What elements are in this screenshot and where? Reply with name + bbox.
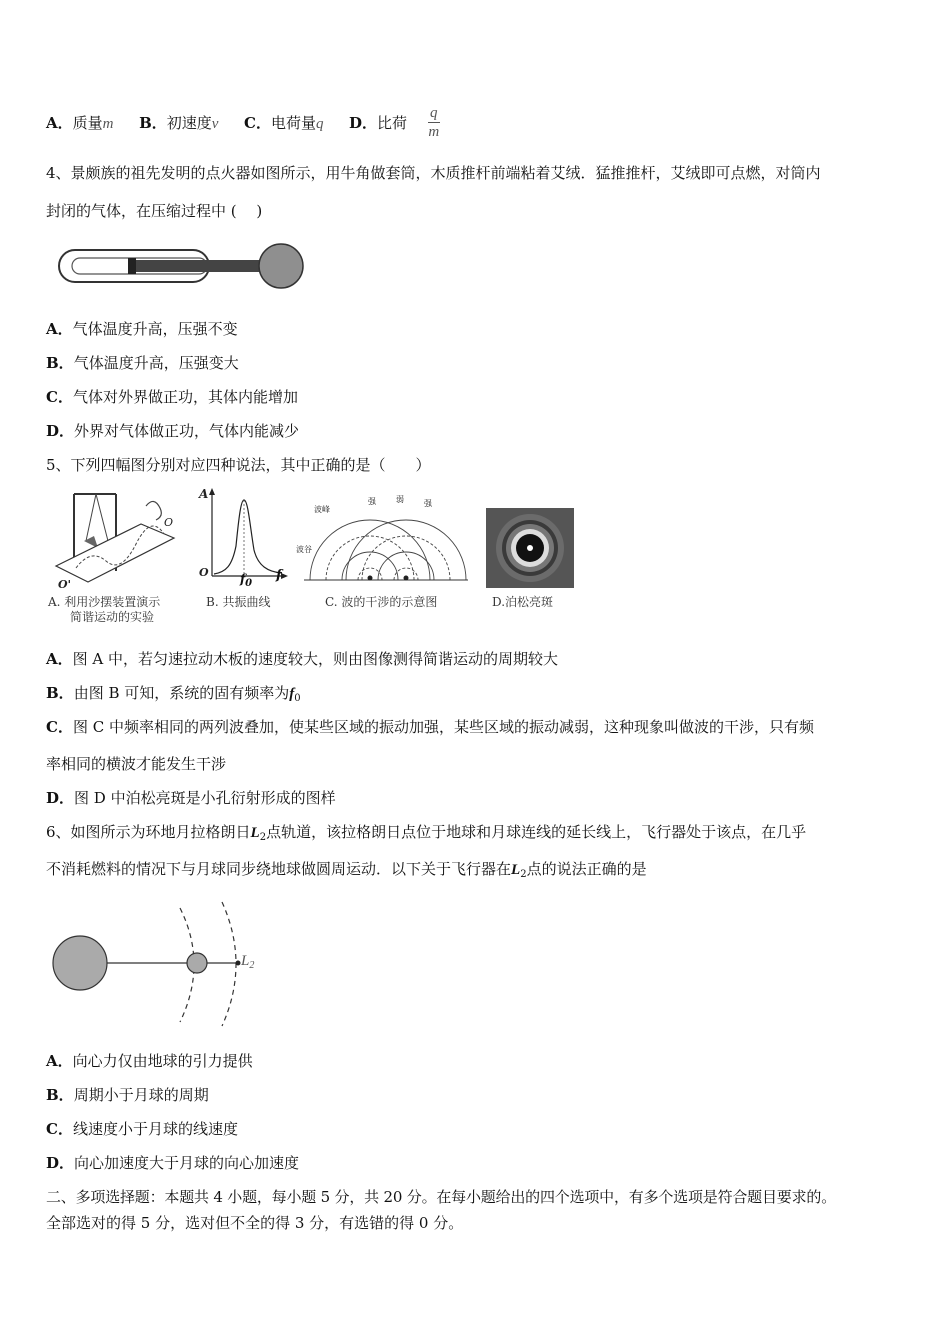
q4-option-d-label: D． xyxy=(46,422,75,440)
q3-option-c-symbol: q xyxy=(315,116,324,132)
section2-heading-line2: 全部选对的得 5 分，选对但不全的得 3 分，有选错的得 0 分。 xyxy=(46,1214,464,1232)
figure-d-caption: D.泊松亮斑 xyxy=(492,595,554,609)
figure-c-interference xyxy=(296,490,472,590)
fraction-numerator: q xyxy=(430,105,438,121)
figure-a-o-label: O xyxy=(164,516,174,529)
q6-line2-subscript: 2 xyxy=(520,869,527,880)
figure-l2-symbol: L xyxy=(241,953,250,969)
q6-line2-symbol: L xyxy=(511,862,521,878)
q5-option-b-subscript: 0 xyxy=(294,693,301,704)
q3-option-d-text: 比荷 xyxy=(377,114,408,132)
q5-option-b-label: B． xyxy=(46,684,74,702)
piston-rod xyxy=(134,260,274,272)
q3-option-c-text: 电荷量 xyxy=(270,114,316,132)
figure-l2-subscript: 2 xyxy=(249,960,255,971)
q6-option-c xyxy=(46,1118,238,1139)
moon xyxy=(187,953,207,973)
section2-heading-line1: 二、多项选择题：本题共 4 小题，每小题 5 分，共 20 分。在每小题给出的四个选项中，有多个选项是符合题目要求的。 xyxy=(46,1188,836,1206)
q3-option-d-fraction xyxy=(428,104,440,141)
q6-line1-part2: 点轨道，该拉格朗日点位于地球和月球连线的延长线上，飞行器处于该点，在几乎 xyxy=(266,823,807,841)
q5-option-a-text: 图 A 中，若匀速拉动木板的速度较大，则由图像测得简谐运动的周期较大 xyxy=(72,650,559,668)
q5-option-a-label: A． xyxy=(46,650,73,668)
figure-d-poisson-spot xyxy=(486,508,574,588)
figure-c-weak-label: 弱 xyxy=(396,495,404,504)
q4-option-a-label: A． xyxy=(46,320,73,338)
q5-stem: 5、下列四幅图分别对应四种说法，其中正确的是（ ） xyxy=(46,456,431,474)
figure-c-trough-label: 波谷 xyxy=(296,545,312,554)
q4-option-a xyxy=(46,318,238,339)
figure-a-o-prime-label: O' xyxy=(58,578,71,591)
q6-option-b-text: 周期小于月球的周期 xyxy=(73,1086,209,1104)
figure-b-x-axis-label: f xyxy=(276,568,282,583)
q5-option-b-symbol: f xyxy=(289,686,295,702)
q4-option-c xyxy=(46,386,298,407)
q4-option-b xyxy=(46,352,239,373)
q4-stem-line2: 封闭的气体，在压缩过程中 ( ) xyxy=(46,202,263,220)
figure-l2-label xyxy=(241,953,254,971)
push-knob xyxy=(259,244,303,288)
q6-option-c-label: C． xyxy=(46,1120,73,1138)
q6-line1-symbol: L xyxy=(250,825,260,841)
q3-options xyxy=(46,112,407,133)
q6-option-a xyxy=(46,1050,253,1071)
q5-option-c-text-1: 图 C 中频率相同的两列波叠加，使某些区域的振动加强，某些区域的振动减弱，这种现象叫做波的干涉，只有频 xyxy=(72,718,814,736)
q4-option-c-text: 气体对外界做正功，其体内能增加 xyxy=(72,388,298,406)
q6-option-d-label: D． xyxy=(46,1154,75,1172)
q3-option-a-label: A． xyxy=(46,114,73,132)
q6-option-b xyxy=(46,1084,209,1105)
q6-option-d xyxy=(46,1152,299,1173)
figure-c-strong-label-2: 强 xyxy=(424,499,432,508)
q5-option-d-text: 图 D 中泊松亮斑是小孔衍射形成的图样 xyxy=(74,789,336,807)
q4-option-c-label: C． xyxy=(46,388,73,406)
q6-line1-part1: 6、如图所示为环地月拉格朗日 xyxy=(46,823,251,841)
q4-stem-line1: 4、景颇族的祖先发明的点火器如图所示，用牛角做套筒，木质推杆前端粘着艾绒．猛推推杆，艾绒即可点燃，对筒内 xyxy=(46,164,821,182)
piston-head xyxy=(128,258,136,274)
l2-point xyxy=(236,961,241,966)
q5-option-c-label: C． xyxy=(46,718,73,736)
figure-b-caption: B. 共振曲线 xyxy=(206,595,271,609)
q4-option-b-label: B． xyxy=(46,354,74,372)
figure-c-caption: C. 波的干涉的示意图 xyxy=(325,595,438,609)
figure-b-f0-subscript: 0 xyxy=(245,578,253,589)
q6-line2-part1: 不消耗燃料的情况下与月球同步绕地球做圆周运动．以下关于飞行器在 xyxy=(46,860,512,878)
figure-b-f0-symbol: f xyxy=(240,572,246,586)
q5-option-b xyxy=(46,682,301,704)
q3-option-c-label: C． xyxy=(244,114,271,132)
q4-option-d-text: 外界对气体做正功，气体内能减少 xyxy=(74,422,300,440)
q5-option-d-label: D． xyxy=(46,789,75,807)
q4-option-a-text: 气体温度升高，压强不变 xyxy=(72,320,238,338)
q6-stem-line2 xyxy=(46,858,647,880)
q3-option-b-symbol: v xyxy=(211,116,219,132)
q5-option-b-text: 由图 B 可知，系统的固有频率为 xyxy=(73,684,290,702)
fire-piston-figure xyxy=(56,240,306,292)
q5-option-c-line1 xyxy=(46,716,814,737)
q4-option-b-text: 气体温度升高，压强变大 xyxy=(73,354,239,372)
figure-b-y-axis-label: A xyxy=(199,487,209,501)
q6-stem-line1 xyxy=(46,821,806,843)
figure-a-sand-pendulum xyxy=(46,486,186,594)
q6-line2-part2: 点的说法正确的是 xyxy=(526,860,647,878)
figure-c-strong-label: 强 xyxy=(368,497,376,506)
q3-option-a-symbol: m xyxy=(102,116,114,132)
q6-option-a-label: A． xyxy=(46,1052,73,1070)
earth xyxy=(53,936,107,990)
q3-option-b-label: B． xyxy=(139,114,167,132)
q3-option-d-label: D． xyxy=(349,114,378,132)
q6-option-b-label: B． xyxy=(46,1086,74,1104)
figure-b-origin-label: O xyxy=(199,566,209,579)
figure-a-caption-2: 简谐运动的实验 xyxy=(70,610,155,624)
q5-option-a xyxy=(46,648,558,669)
fraction-denominator: m xyxy=(428,124,440,140)
figure-a-caption-1: A. 利用沙摆装置演示 xyxy=(48,595,161,609)
l2-orbit-arc xyxy=(222,902,236,1026)
q6-line1-subscript: 2 xyxy=(259,832,267,843)
figure-b-f0-label xyxy=(240,572,252,589)
q3-option-b-text: 初速度 xyxy=(166,114,212,132)
q5-option-c-line2: 率相同的横波才能发生干涉 xyxy=(46,755,227,773)
figure-c-peak-label: 波峰 xyxy=(314,505,330,514)
q3-option-a-text: 质量 xyxy=(72,114,103,132)
q6-option-c-text: 线速度小于月球的线速度 xyxy=(72,1120,238,1138)
q6-option-a-text: 向心力仅由地球的引力提供 xyxy=(72,1052,253,1070)
figure-b-resonance-curve xyxy=(196,486,288,586)
q5-option-d xyxy=(46,787,336,808)
q4-option-d xyxy=(46,420,299,441)
q6-option-d-text: 向心加速度大于月球的向心加速度 xyxy=(74,1154,300,1172)
